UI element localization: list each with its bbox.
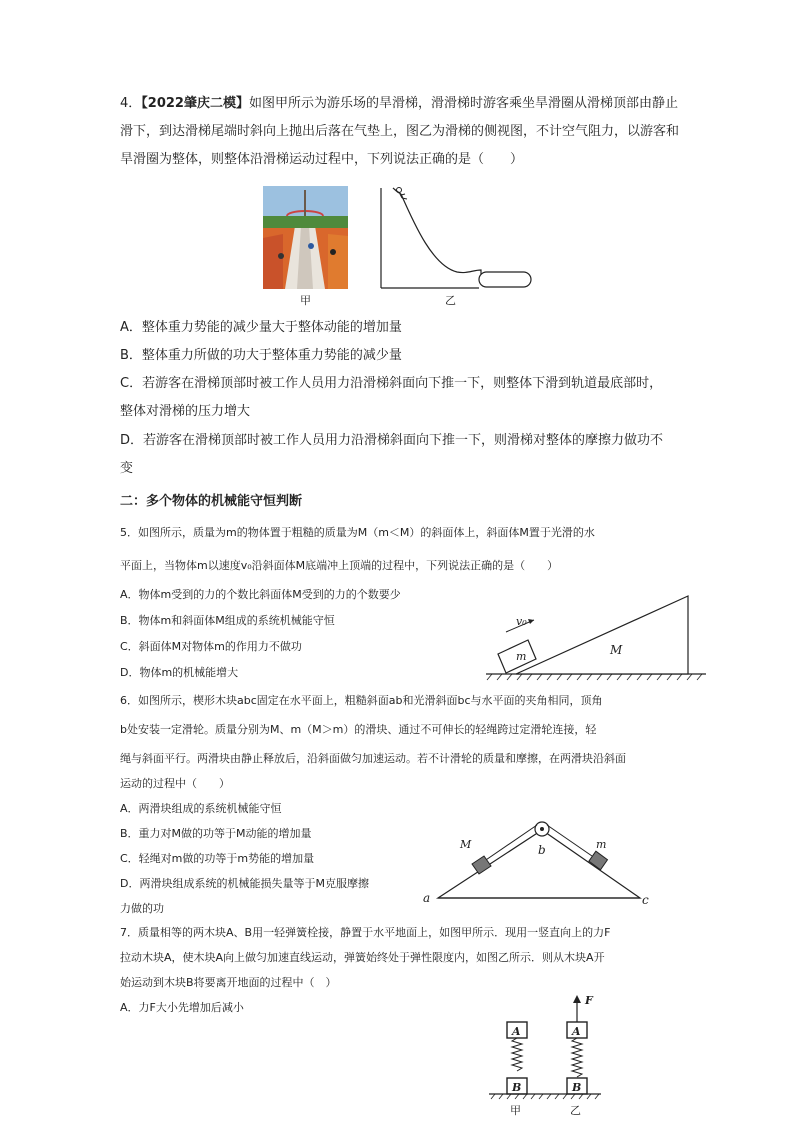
slide-side-view-diagram bbox=[375, 186, 535, 291]
label-a: a bbox=[423, 891, 431, 905]
question-source: 【2022肇庆二模】 bbox=[141, 96, 249, 111]
label-M: M bbox=[460, 838, 472, 851]
label-force-f: F bbox=[585, 994, 593, 1007]
section-heading: 二：多个物体的机械能守恒判断 bbox=[120, 494, 303, 509]
label-m: m bbox=[596, 838, 607, 851]
label-c: c bbox=[642, 893, 649, 905]
spring-blocks-diagram bbox=[485, 992, 605, 1120]
question-4-stem: 4．【2022肇庆二模】如图甲所示为游乐场的旱滑梯，滑滑梯时游客乘坐旱滑圈从滑梯顶部由静止滑下，到达滑梯尾端时斜向上抛出后落在气垫上，图乙为滑梯的侧视图，不计空气阻力，以游客和旱滑圈为整体，则整体沿滑梯运动过程中，下列说法正确的是（ ） bbox=[120, 96, 680, 167]
incline-diagram bbox=[486, 592, 706, 682]
question-6-option-d-cont: 力做的功 bbox=[120, 902, 164, 915]
question-6-line-1: 6．如图所示，楔形木块abc固定在水平面上，粗糙斜面ab和光滑斜面bc与水平面的夹角相同，顶角 bbox=[120, 694, 603, 707]
question-4-option-a: A．整体重力势能的减少量大于整体动能的增加量 bbox=[120, 320, 402, 335]
label-yi: 乙 bbox=[570, 1104, 581, 1117]
question-7-line-1: 7．质量相等的两木块A、B用一轻弹簧栓接，静置于水平地面上，如图甲所示．现用一竖直向上的力F bbox=[120, 926, 611, 939]
question-5-line-2: 平面上，当物体m以速度v₀沿斜面体M底端冲上顶端的过程中，下列说法正确的是（ ） bbox=[120, 559, 559, 572]
label-jia: 甲 bbox=[510, 1104, 521, 1117]
figure-label-yi: 乙 bbox=[445, 294, 456, 307]
question-6-option-b: B．重力对M做的功等于M动能的增加量 bbox=[120, 827, 312, 840]
slide-photo bbox=[263, 186, 348, 289]
question-5-option-b: B．物体m和斜面体M组成的系统机械能守恒 bbox=[120, 614, 335, 627]
label-block-a-yi: A bbox=[572, 1025, 581, 1038]
question-4-option-b: B．整体重力所做的功大于整体重力势能的减少量 bbox=[120, 348, 402, 363]
label-v0: v₀ bbox=[516, 615, 527, 628]
question-7-option-a: A．力F大小先增加后减小 bbox=[120, 1001, 244, 1014]
wedge-diagram bbox=[420, 820, 655, 905]
label-b: b bbox=[538, 843, 546, 857]
label-M: M bbox=[610, 643, 623, 657]
question-5-line-1: 5．如图所示，质量为m的物体置于粗糙的质量为M（m＜M）的斜面体上，斜面体M置于光滑的水 bbox=[120, 526, 595, 539]
label-block-a-jia: A bbox=[512, 1025, 521, 1038]
question-5-option-d: D．物体m的机械能增大 bbox=[120, 666, 239, 679]
label-block-b-yi: B bbox=[572, 1081, 582, 1094]
question-6-line-4: 运动的过程中（ ） bbox=[120, 777, 230, 790]
question-6-option-c: C．轻绳对m做的功等于m势能的增加量 bbox=[120, 852, 315, 865]
question-7-line-2: 拉动木块A，使木块A向上做匀加速直线运动，弹簧始终处于弹性限度内，如图乙所示．则从木块A开 bbox=[120, 951, 605, 964]
question-4-option-d: D．若游客在滑梯顶部时被工作人员用力沿滑梯斜面向下推一下，则滑梯对整体的摩擦力做功不变 bbox=[120, 433, 664, 476]
label-m: m bbox=[516, 650, 527, 663]
label-block-b-jia: B bbox=[512, 1081, 522, 1094]
question-6-option-a: A．两滑块组成的系统机械能守恒 bbox=[120, 802, 282, 815]
question-4-option-c: C．若游客在滑梯顶部时被工作人员用力沿滑梯斜面向下推一下，则整体下滑到轨道最底部时，整体对滑梯的压力增大 bbox=[120, 376, 663, 419]
question-5-option-a: A．物体m受到的力的个数比斜面体M受到的力的个数要少 bbox=[120, 588, 401, 601]
question-6-option-d: D．两滑块组成系统的机械能损失量等于M克服摩擦 bbox=[120, 877, 369, 890]
question-6-line-2: b处安装一定滑轮。质量分别为M、m（M＞m）的滑块、通过不可伸长的轻绳跨过定滑轮连接，轻 bbox=[120, 723, 597, 736]
question-5-option-c: C．斜面体M对物体m的作用力不做功 bbox=[120, 640, 302, 653]
question-7-line-3: 始运动到木块B将要离开地面的过程中（ ） bbox=[120, 976, 337, 989]
question-6-line-3: 绳与斜面平行。两滑块由静止释放后，沿斜面做匀加速运动。若不计滑轮的质量和摩擦，在两滑块沿斜面 bbox=[120, 752, 626, 765]
figure-label-jia: 甲 bbox=[300, 294, 311, 307]
